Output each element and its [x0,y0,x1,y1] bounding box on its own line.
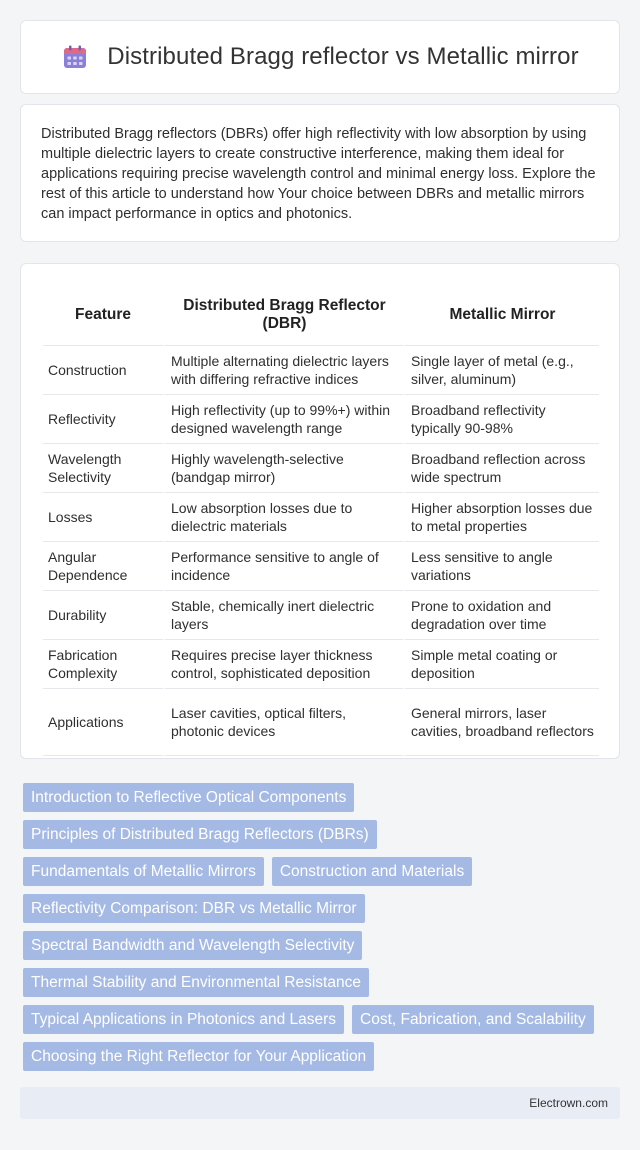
table-row [43,689,599,756]
table-cell-metallic: Higher absorption losses due to metal properties [403,493,599,542]
table-cell-feature: Reflectivity [43,395,163,444]
topic-tag-link[interactable]: Reflectivity Comparison: DBR vs Metallic Mirror [23,894,365,923]
topic-tag-link[interactable]: Principles of Distributed Bragg Reflectors (DBRs) [23,820,377,849]
tag-row [23,931,623,960]
header-dbr: Distributed Bragg Reflector (DBR) [163,284,403,346]
footer [20,1087,620,1119]
table-cell-feature: Durability [43,591,163,640]
table-cell-metallic: Simple metal coating or deposition [403,640,599,689]
table-cell-metallic: Broadband reflectivity typically 90-98% [403,395,599,444]
intro-card [20,104,620,242]
topic-tag-link[interactable]: Typical Applications in Photonics and Lasers [23,1005,344,1034]
comparison-table-card [20,263,620,759]
topic-tag-link[interactable]: Fundamentals of Metallic Mirrors [23,857,264,886]
comparison-table [43,284,599,756]
table-cell-feature: Wavelength Selectivity [43,444,163,493]
topic-tag-link[interactable]: Construction and Materials [272,857,472,886]
table-cell-dbr: Laser cavities, optical filters, photonic devices [163,689,403,756]
tag-row [23,894,623,923]
table-cell-dbr: Requires precise layer thickness control, sophisticated deposition [163,640,403,689]
table-cell-dbr: Stable, chemically inert dielectric layers [163,591,403,640]
table-cell-dbr: Multiple alternating dielectric layers with differing refractive indices [163,346,403,395]
table-cell-dbr: Low absorption losses due to dielectric materials [163,493,403,542]
table-row [43,591,599,640]
tag-row [23,1005,623,1034]
tag-row [23,1042,623,1071]
table-cell-feature: Construction [43,346,163,395]
header-card [20,20,620,94]
header-feature: Feature [43,284,163,346]
table-header-row [43,284,599,346]
tag-row [23,783,623,812]
topic-tag-link[interactable]: Introduction to Reflective Optical Components [23,783,354,812]
table-row [43,542,599,591]
table-cell-metallic: General mirrors, laser cavities, broadband reflectors [403,689,599,756]
topic-tag-link[interactable]: Cost, Fabrication, and Scalability [352,1005,594,1034]
table-cell-feature: Applications [43,689,163,756]
table-cell-dbr: Performance sensitive to angle of incidence [163,542,403,591]
table-cell-dbr: Highly wavelength-selective (bandgap mirror) [163,444,403,493]
header-metallic-mirror: Metallic Mirror [403,284,599,346]
page-title: Distributed Bragg reflector vs Metallic mirror [107,43,579,70]
tag-row [23,968,623,997]
table-cell-feature: Fabrication Complexity [43,640,163,689]
footer-site-name[interactable]: Electrown.com [529,1096,608,1110]
tag-row [23,820,623,849]
table-cell-feature: Losses [43,493,163,542]
table-row [43,493,599,542]
topic-tag-link[interactable]: Choosing the Right Reflector for Your Application [23,1042,374,1071]
table-row [43,395,599,444]
calendar-icon [61,43,89,71]
table-cell-metallic: Less sensitive to angle variations [403,542,599,591]
table-cell-metallic: Prone to oxidation and degradation over time [403,591,599,640]
table-cell-metallic: Single layer of metal (e.g., silver, aluminum) [403,346,599,395]
table-cell-dbr: High reflectivity (up to 99%+) within designed wavelength range [163,395,403,444]
intro-text: Distributed Bragg reflectors (DBRs) offer high reflectivity with low absorption by using multiple dielectric layers to create constructive interference, making them ideal for applications requiring precise wavelength control and minimal energy loss. Explore the rest of this article to understand how Your choice between DBRs and metallic mirrors can impact performance in optics and photonics. [41,126,596,222]
topic-tags [23,783,623,1079]
table-row [43,346,599,395]
table-row [43,444,599,493]
tag-row [23,857,623,886]
table-cell-metallic: Broadband reflection across wide spectrum [403,444,599,493]
table-cell-feature: Angular Dependence [43,542,163,591]
topic-tag-link[interactable]: Spectral Bandwidth and Wavelength Selectivity [23,931,362,960]
topic-tag-link[interactable]: Thermal Stability and Environmental Resistance [23,968,369,997]
table-row [43,640,599,689]
